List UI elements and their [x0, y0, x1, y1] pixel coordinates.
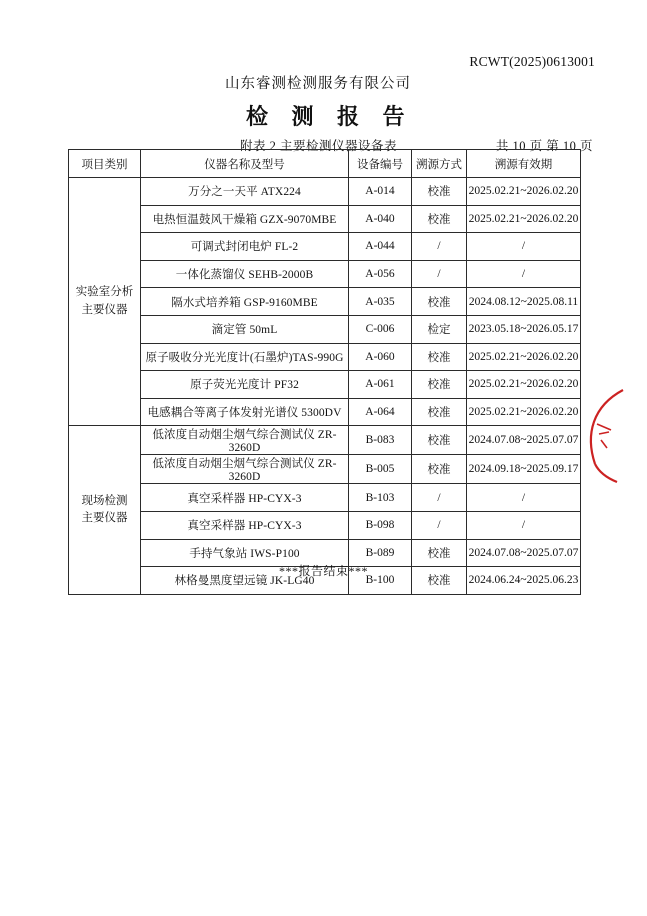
table-row	[69, 398, 581, 426]
equipment-id-cell: A-056	[349, 260, 412, 288]
validity-period-cell: 2023.05.18~2026.05.17	[467, 315, 581, 343]
end-note: ***报告结束***	[278, 564, 368, 578]
validity-period-cell: 2024.07.08~2025.07.07	[467, 539, 581, 567]
equipment-id-cell: A-061	[349, 371, 412, 399]
instrument-name-cell: 林格曼黑度望远镜 JK-LG40	[141, 567, 349, 595]
equipment-id-cell: A-064	[349, 398, 412, 426]
equipment-id-cell: A-044	[349, 233, 412, 261]
instrument-name-cell: 可调式封闭电炉 FL-2	[141, 233, 349, 261]
equipment-id-cell: B-103	[349, 484, 412, 512]
equipment-id-cell: B-089	[349, 539, 412, 567]
category-cell: 实验室分析 主要仪器	[69, 178, 141, 426]
validity-period-cell: 2025.02.21~2026.02.20	[467, 205, 581, 233]
equipment-id-cell: A-040	[349, 205, 412, 233]
company-name: 山东睿测检测服务有限公司	[225, 76, 411, 92]
instrument-name-cell: 真空采样器 HP-CYX-3	[141, 484, 349, 512]
traceability-method-cell: 校准	[412, 426, 467, 455]
table-row	[69, 178, 581, 206]
red-seal-stamp	[577, 386, 629, 486]
table-row	[69, 484, 581, 512]
instrument-name-cell: 电热恒温鼓风干燥箱 GZX-9070MBE	[141, 205, 349, 233]
equipment-table	[68, 149, 581, 595]
validity-period-cell: 2024.08.12~2025.08.11	[467, 288, 581, 316]
validity-period-cell: 2025.02.21~2026.02.20	[467, 398, 581, 426]
column-header-trace: 溯源方式	[412, 150, 467, 178]
equipment-id-cell: A-035	[349, 288, 412, 316]
traceability-method-cell: 校准	[412, 567, 467, 595]
instrument-name-cell: 原子荧光光度计 PF32	[141, 371, 349, 399]
table-row	[69, 315, 581, 343]
equipment-id-cell: C-006	[349, 315, 412, 343]
traceability-method-cell: 校准	[412, 398, 467, 426]
page-count: 共 10 页 第 10 页	[495, 139, 593, 153]
validity-period-cell: 2025.02.21~2026.02.20	[467, 371, 581, 399]
validity-period-cell: 2024.07.08~2025.07.07	[467, 426, 581, 455]
validity-period-cell: 2025.02.21~2026.02.20	[467, 343, 581, 371]
traceability-method-cell: /	[412, 484, 467, 512]
column-header-category: 项目类别	[69, 150, 141, 178]
document-number: RCWT(2025)0613001	[469, 54, 595, 69]
table-row	[69, 343, 581, 371]
instrument-name-cell: 万分之一天平 ATX224	[141, 178, 349, 206]
page-title: 检 测 报 告	[246, 104, 414, 129]
traceability-method-cell: 校准	[412, 455, 467, 484]
column-header-name: 仪器名称及型号	[141, 150, 349, 178]
table-row	[69, 205, 581, 233]
table-body	[69, 178, 581, 595]
equipment-id-cell: A-060	[349, 343, 412, 371]
instrument-name-cell: 低浓度自动烟尘烟气综合测试仪 ZR-3260D	[141, 426, 349, 455]
table-row	[69, 371, 581, 399]
instrument-name-cell: 电感耦合等离子体发射光谱仪 5300DV	[141, 398, 349, 426]
table-header-row	[69, 150, 581, 178]
instrument-name-cell: 手持气象站 IWS-P100	[141, 539, 349, 567]
instrument-name-cell: 滴定管 50mL	[141, 315, 349, 343]
category-cell: 现场检测 主要仪器	[69, 426, 141, 594]
traceability-method-cell: /	[412, 260, 467, 288]
validity-period-cell: /	[467, 511, 581, 539]
column-header-id: 设备编号	[349, 150, 412, 178]
instrument-name-cell: 隔水式培养箱 GSP-9160MBE	[141, 288, 349, 316]
traceability-method-cell: 校准	[412, 539, 467, 567]
instrument-name-cell: 低浓度自动烟尘烟气综合测试仪 ZR-3260D	[141, 455, 349, 484]
validity-period-cell: /	[467, 484, 581, 512]
equipment-id-cell: A-014	[349, 178, 412, 206]
equipment-id-cell: B-005	[349, 455, 412, 484]
traceability-method-cell: /	[412, 511, 467, 539]
validity-period-cell: 2024.06.24~2025.06.23	[467, 567, 581, 595]
traceability-method-cell: /	[412, 233, 467, 261]
traceability-method-cell: 校准	[412, 343, 467, 371]
traceability-method-cell: 校准	[412, 288, 467, 316]
traceability-method-cell: 校准	[412, 371, 467, 399]
validity-period-cell: 2025.02.21~2026.02.20	[467, 178, 581, 206]
table-caption: 附表 2 主要检测仪器设备表	[240, 139, 398, 153]
table-row	[69, 426, 581, 455]
table-header	[69, 150, 581, 178]
equipment-id-cell: B-083	[349, 426, 412, 455]
table-row	[69, 288, 581, 316]
table-row	[69, 455, 581, 484]
equipment-id-cell: B-100	[349, 567, 412, 595]
traceability-method-cell: 校准	[412, 178, 467, 206]
table-row	[69, 233, 581, 261]
table-row	[69, 511, 581, 539]
validity-period-cell: /	[467, 233, 581, 261]
traceability-method-cell: 检定	[412, 315, 467, 343]
instrument-name-cell: 原子吸收分光光度计(石墨炉)TAS-990G	[141, 343, 349, 371]
column-header-valid: 溯源有效期	[467, 150, 581, 178]
table-row	[69, 260, 581, 288]
instrument-name-cell: 真空采样器 HP-CYX-3	[141, 511, 349, 539]
instrument-name-cell: 一体化蒸馏仪 SEHB-2000B	[141, 260, 349, 288]
validity-period-cell: 2024.09.18~2025.09.17	[467, 455, 581, 484]
equipment-id-cell: B-098	[349, 511, 412, 539]
traceability-method-cell: 校准	[412, 205, 467, 233]
validity-period-cell: /	[467, 260, 581, 288]
